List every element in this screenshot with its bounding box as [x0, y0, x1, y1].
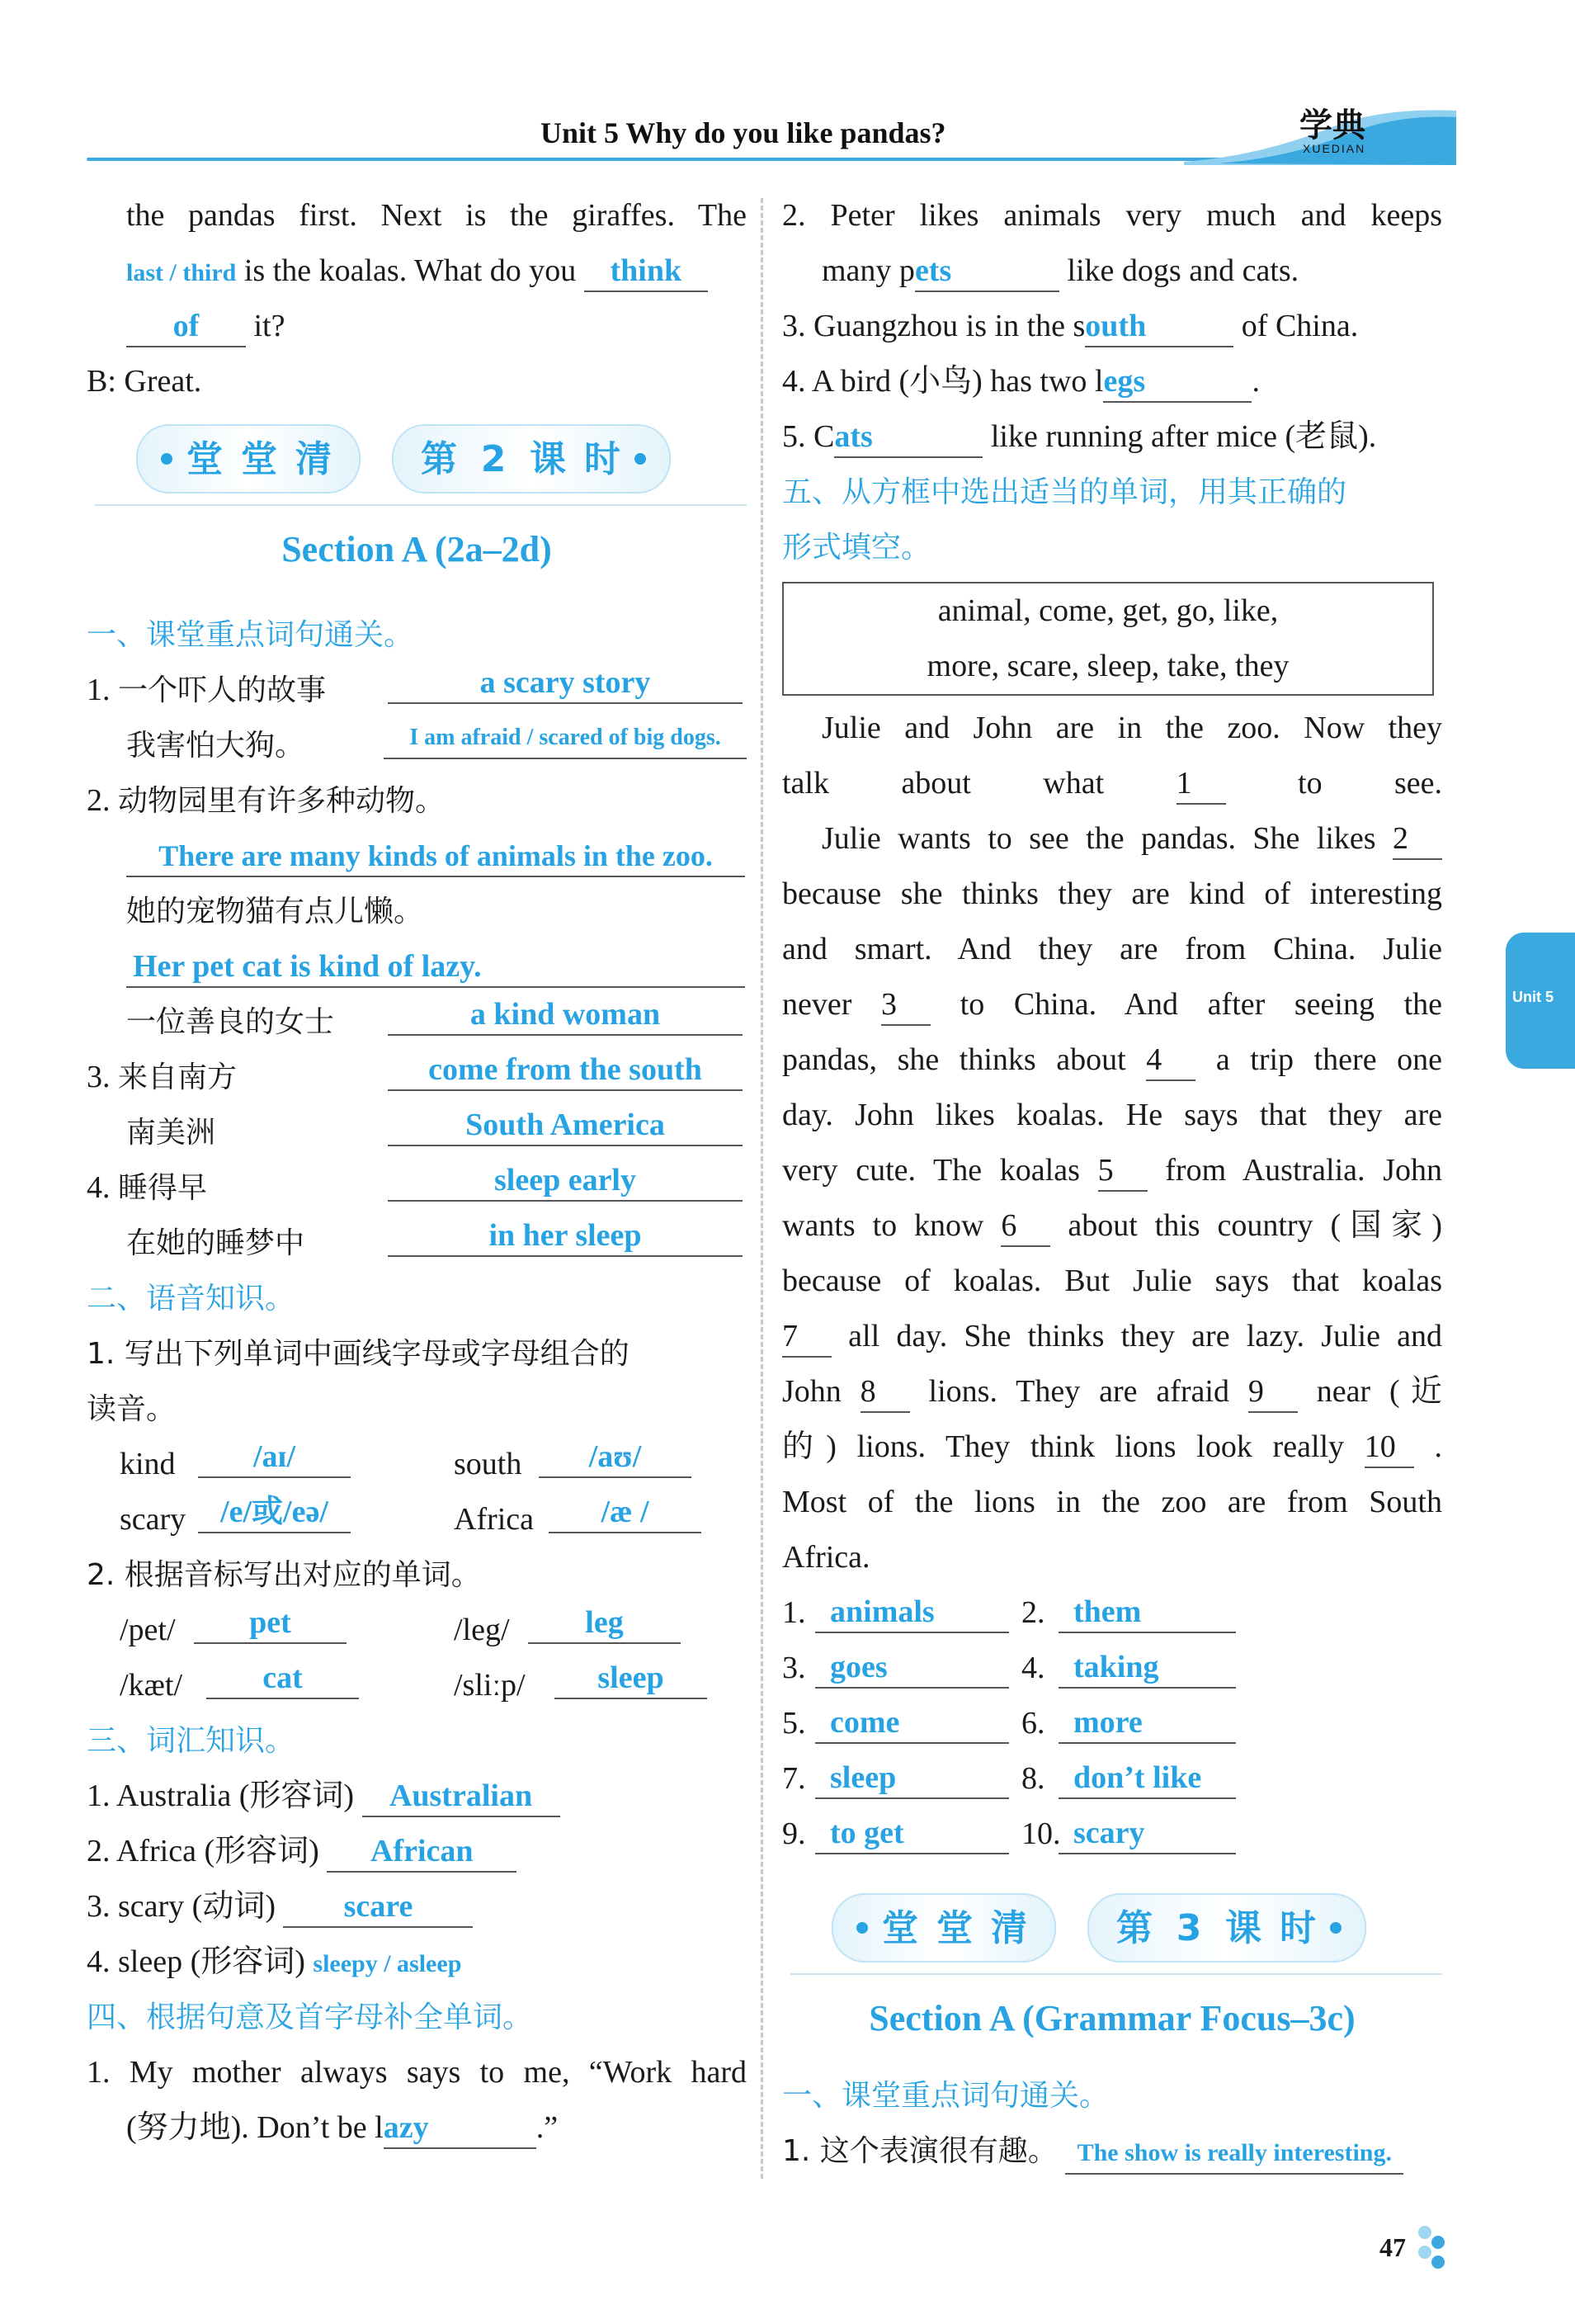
section-title: Section A (Grammar Focus–3c) — [869, 1998, 1356, 2038]
lesson-banner-2 — [87, 409, 747, 517]
exercise-row — [87, 718, 747, 773]
answer-grid — [782, 1585, 1442, 1862]
answer-row — [782, 1585, 1442, 1641]
answer-blank: There are many kinds of animals in the zoo. — [126, 836, 745, 877]
banner-char: 堂 — [241, 437, 277, 480]
answer-row — [782, 1751, 1442, 1807]
blank-number: 8 — [861, 1372, 910, 1413]
banner-char: 堂 — [936, 1906, 973, 1949]
page-header — [87, 99, 1436, 165]
answer-number: 2. — [1021, 1595, 1045, 1630]
answer-blank: scare — [283, 1887, 473, 1928]
exercise-row: 2. Africa (形容词) African — [87, 1824, 747, 1879]
banner-char: 第 — [1116, 1906, 1153, 1949]
answer-blank: /æ / — [549, 1492, 701, 1533]
word-box — [782, 582, 1434, 696]
exercise-row: 2. 动物园里有许多种动物。 — [87, 783, 446, 818]
answer-blank: goes — [815, 1647, 1009, 1689]
dialogue-line — [87, 243, 747, 299]
passage-line: because of koalas. But Julie says that koalas — [782, 1264, 1442, 1298]
exercise-instruction: 1. 写出下列单词中画线字母或字母组合的 — [87, 1337, 630, 1371]
phonetic: /kæt/ — [120, 1668, 183, 1703]
exercise-row: 4. 睡得早 sleep early — [87, 1160, 747, 1216]
answer-text: sleepy / asleep — [313, 1950, 462, 1977]
answer-blank: don’t like — [1059, 1758, 1236, 1799]
part-heading: 三、词汇知识。 — [87, 1724, 295, 1758]
hexagon-decoration-icon — [1415, 2224, 1448, 2274]
header-rule — [87, 158, 1233, 161]
blank-number: 7 — [782, 1316, 832, 1358]
blank-number: 1 — [1177, 763, 1226, 805]
chinese-prompt: 动物园里有许多种动物。 — [118, 784, 446, 818]
passage-line: never 3 to China. And after seeing the — [782, 977, 1442, 1032]
exercise-row — [87, 829, 747, 884]
answer-blank: South America — [388, 1105, 743, 1146]
answer-row — [782, 1641, 1442, 1696]
banner-char: 堂 — [882, 1906, 918, 1949]
exercise-row — [87, 994, 747, 1050]
section-title: Section A (2a–2d) — [281, 529, 552, 569]
phonetic: /pet/ — [120, 1613, 176, 1647]
passage-line: pandas, she thinks about 4 a trip there one — [782, 1032, 1442, 1088]
phonetic-row — [87, 1492, 747, 1547]
answer-blank: cat — [206, 1658, 359, 1699]
answer-blank: ets — [915, 251, 1059, 292]
answer-text: last / third — [126, 259, 237, 286]
passage-line: day. John likes koalas. He says that they are — [782, 1098, 1442, 1132]
passage-line: wants to know 6 about this country (国家) — [782, 1198, 1442, 1254]
phonetic-row — [87, 1437, 747, 1492]
answer-blank: African — [327, 1831, 516, 1873]
answer-number: 10. — [1021, 1816, 1061, 1851]
exercise-instruction: 读音。 — [87, 1392, 177, 1426]
answer-row — [782, 1696, 1442, 1751]
chinese-prompt: 一个吓人的故事 — [118, 673, 327, 707]
passage-line: talk about what 1 to see. — [782, 756, 1442, 811]
answer-blank: sleep — [815, 1758, 1009, 1799]
phonetic: /sliːp/ — [454, 1668, 526, 1703]
dialogue-line: the pandas first. Next is the giraffes. The — [126, 198, 747, 233]
chinese-prompt: 来自南方 — [118, 1060, 238, 1094]
word-box-line: animal, come, get, go, like, — [937, 593, 1279, 628]
chinese-prompt: 一位善良的女士 — [126, 1005, 335, 1039]
answer-blank: of — [126, 306, 246, 347]
dialogue-line — [87, 299, 747, 354]
answer-blank: scary — [1059, 1813, 1236, 1854]
answer-row — [782, 1807, 1442, 1862]
blank-number: 4 — [1146, 1040, 1195, 1081]
banner-char: 清 — [991, 1906, 1027, 1949]
exercise-row: (努力地). Don’t be lazy .” — [87, 2100, 747, 2156]
exercise-row — [87, 1216, 747, 1271]
blank-number: 10 — [1365, 1427, 1414, 1468]
answer-blank: outh — [1085, 306, 1233, 347]
answer-blank: come from the south — [388, 1050, 743, 1091]
part-heading: 形式填空。 — [782, 531, 931, 564]
answer-blank: /aɪ/ — [198, 1437, 351, 1478]
exercise-row: 4. A bird (小鸟) has two legs . — [782, 354, 1442, 409]
answer-blank: to get — [815, 1813, 1009, 1854]
left-column — [87, 188, 747, 2156]
answer-blank: ats — [834, 417, 983, 458]
answer-number: 6. — [1021, 1706, 1045, 1741]
answer-blank: a kind woman — [388, 994, 743, 1036]
exercise-row: 1. 一个吓人的故事 a scary story — [87, 663, 747, 718]
passage-line: 的) lions. They think lions look really 10 . — [782, 1419, 1442, 1475]
answer-blank: taking — [1059, 1647, 1236, 1689]
column-divider — [761, 198, 763, 2179]
word: south — [454, 1447, 522, 1481]
exercise-row: 3. Guangzhou is in the south of China. — [782, 299, 1442, 354]
blank-number: 2 — [1393, 819, 1442, 860]
answer-blank: pet — [194, 1603, 347, 1644]
answer-blank: sleep — [554, 1658, 707, 1699]
banner-char: 课 — [1225, 1906, 1261, 1949]
passage-line: and smart. And they are from China. Julie — [782, 932, 1442, 966]
part-heading: 五、从方框中选出适当的单词，用其正确的 — [782, 475, 1347, 509]
answer-blank: a scary story — [388, 663, 743, 704]
answer-blank: The show is really interesting. — [1065, 2133, 1403, 2175]
answer-number: 7. — [782, 1761, 806, 1796]
answer-blank: I am afraid / scared of big dogs. — [384, 718, 747, 759]
answer-blank: more — [1059, 1703, 1236, 1744]
page-number: 47 — [1379, 2232, 1406, 2262]
part-heading: 四、根据句意及首字母补全单词。 — [87, 2000, 533, 2034]
right-column — [782, 188, 1442, 2179]
exercise-row — [87, 939, 747, 994]
phonetic-row — [87, 1603, 747, 1658]
exercise-row — [87, 884, 747, 939]
word: scary — [120, 1502, 186, 1537]
answer-blank: azy — [384, 2108, 536, 2149]
answer-number: 3. — [782, 1651, 806, 1685]
passage-line: Julie and John are in the zoo. Now they — [822, 711, 1442, 745]
answer-number: 8. — [1021, 1761, 1045, 1796]
exercise-row: 5. Cats like running after mice (老鼠). — [782, 409, 1442, 465]
exercise-row: 1. Australia (形容词) Australian — [87, 1769, 747, 1824]
dialogue-line: B: Great. — [87, 364, 202, 399]
passage-line: very cute. The koalas 5 from Australia. John — [782, 1143, 1442, 1198]
banner-char: 3 — [1176, 1906, 1202, 1949]
answer-number: 5. — [782, 1706, 806, 1741]
exercise-row: many pets like dogs and cats. — [782, 243, 1442, 299]
brand-logo-subtitle: XUEDIAN — [1303, 142, 1366, 155]
answer-blank: think — [584, 251, 708, 292]
passage-line: Julie wants to see the pandas. She likes 2 — [782, 811, 1442, 867]
answer-blank: come — [815, 1703, 1009, 1744]
passage-line: 7 all day. She thinks they are lazy. Julie and — [782, 1309, 1442, 1364]
chinese-prompt: 南美洲 — [126, 1116, 216, 1150]
passage-line: because she thinks they are kind of interesting — [782, 876, 1442, 911]
answer-blank: them — [1059, 1592, 1236, 1633]
part-heading: 一、课堂重点词句通关。 — [87, 618, 414, 652]
answer-number: 9. — [782, 1816, 806, 1851]
answer-blank: animals — [815, 1592, 1009, 1633]
exercise-row — [87, 1105, 747, 1160]
exercise-row: 1. My mother always says to me, “Work hard — [87, 2055, 747, 2090]
dialogue-text: it? — [253, 309, 285, 343]
answer-blank: Her pet cat is kind of lazy. — [126, 947, 745, 988]
cloze-passage — [782, 701, 1442, 1585]
brand-logo: 学典 — [1299, 106, 1365, 144]
exercise-row: 3. scary (动词) scare — [87, 1879, 747, 1934]
part-heading: 一、课堂重点词句通关。 — [782, 2079, 1110, 2113]
answer-blank: sleep early — [388, 1160, 743, 1202]
phonetic-row — [87, 1658, 747, 1713]
part-heading: 二、语音知识。 — [87, 1282, 295, 1316]
banner-char: 2 — [480, 437, 507, 480]
chinese-prompt: 我害怕大狗。 — [126, 729, 305, 763]
word: kind — [120, 1447, 176, 1481]
chinese-prompt: 在她的睡梦中 — [126, 1226, 305, 1260]
blank-number: 3 — [881, 985, 931, 1026]
banner-char: 第 — [421, 437, 457, 480]
answer-blank: /e/或/eə/ — [198, 1492, 351, 1533]
lesson-banner-3 — [782, 1878, 1442, 1986]
answer-blank: in her sleep — [388, 1216, 743, 1257]
blank-number: 6 — [1001, 1206, 1050, 1247]
answer-blank: leg — [528, 1603, 681, 1644]
banner-char: 时 — [584, 437, 620, 480]
banner-char: 清 — [295, 437, 332, 480]
blank-number: 5 — [1098, 1150, 1148, 1192]
answer-blank: /aʊ/ — [539, 1437, 691, 1478]
dialogue-text: is the koalas. What do you — [243, 253, 577, 288]
answer-number: 4. — [1021, 1651, 1045, 1685]
word-box-line: more, scare, sleep, take, they — [927, 649, 1290, 683]
passage-line: Africa. — [782, 1540, 870, 1575]
phonetic: /leg/ — [454, 1613, 510, 1647]
exercise-row: 3. 来自南方 come from the south — [87, 1050, 747, 1105]
exercise-row — [782, 2123, 1442, 2179]
exercise-row: 4. sleep (形容词) sleepy / asleep — [87, 1944, 462, 1979]
banner-char: 时 — [1280, 1906, 1316, 1949]
chinese-prompt: 她的宠物猫有点儿懒。 — [126, 895, 424, 928]
answer-blank: egs — [1103, 361, 1252, 403]
banner-char: 堂 — [186, 437, 223, 480]
word: Africa — [454, 1502, 535, 1537]
exercise-instruction: 2. 根据音标写出对应的单词。 — [87, 1558, 481, 1592]
passage-line: Most of the lions in the zoo are from South — [782, 1485, 1442, 1519]
chinese-prompt: 1. 这个表演很有趣。 — [782, 2134, 1058, 2168]
blank-number: 9 — [1248, 1372, 1298, 1413]
unit-side-tab-label: Unit 5 — [1512, 989, 1554, 1005]
passage-line: John 8 lions. They are afraid 9 near (近 — [782, 1364, 1442, 1419]
exercise-row: 2. Peter likes animals very much and keeps — [782, 198, 1442, 233]
answer-blank: Australian — [362, 1776, 560, 1817]
chinese-prompt: 睡得早 — [118, 1171, 208, 1205]
banner-char: 课 — [530, 437, 566, 480]
answer-number: 1. — [782, 1595, 806, 1630]
unit-title: Unit 5 Why do you like pandas? — [540, 116, 946, 149]
